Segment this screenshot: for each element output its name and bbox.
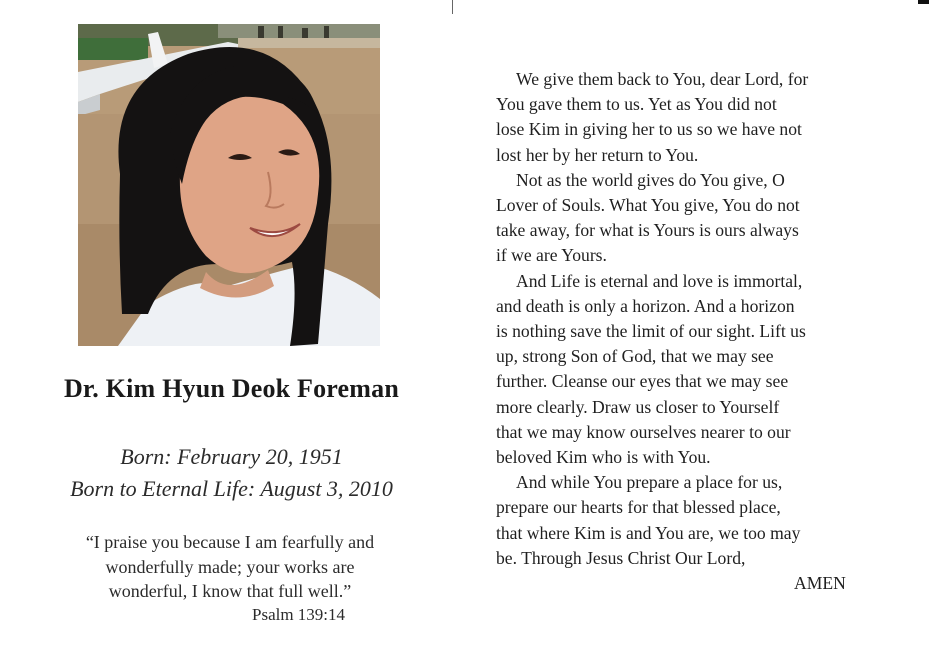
prayer-line: lose Kim in giving her to us so we have not [496, 119, 802, 140]
prayer-line: further. Cleanse our eyes that we may see [496, 371, 789, 392]
person-name: Dr. Kim Hyun Deok Foreman [63, 374, 400, 403]
dates-block [0, 441, 463, 505]
prayer-line: And Life is eternal and love is immortal, [516, 270, 803, 291]
fold-line [452, 0, 453, 14]
prayer-line: Not as the world gives do You give, O [516, 169, 785, 190]
prayer-line: that where Kim is and You are, we too may [496, 522, 801, 543]
prayer-line: And while You prepare a place for us, [516, 472, 783, 493]
quote-line: “I praise you because I am fearfully and [85, 532, 375, 552]
prayer-text [496, 67, 912, 593]
prayer-line: Lover of Souls. What You give, You do not [496, 195, 800, 216]
prayer-line: if we are Yours. [496, 245, 607, 266]
death-date: Born to Eternal Life: August 3, 2010 [70, 476, 393, 501]
scripture-quote [30, 530, 430, 604]
prayer-line: lost her by her return to You. [496, 144, 699, 165]
prayer-line: and death is only a horizon. And a horizon [496, 295, 795, 316]
quote-line: wonderfully made; your works are [105, 556, 355, 577]
quote-line: wonderful, I know that full well.” [108, 581, 352, 601]
prayer-paragraph [496, 470, 912, 571]
amen-text: AMEN [794, 573, 846, 593]
prayer-paragraph [496, 67, 912, 168]
prayer-line: prepare our hearts for that blessed place, [496, 497, 781, 518]
scripture-reference: Psalm 139:14 [252, 605, 346, 624]
prayer-line: is nothing save the limit of our sight. Lift us [496, 321, 806, 342]
prayer-line: be. Through Jesus Christ Our Lord, [496, 547, 746, 568]
portrait-photo [78, 24, 380, 346]
prayer-line: beloved Kim who is with You. [496, 447, 711, 468]
prayer-paragraph [496, 168, 912, 269]
prayer-paragraph [496, 269, 912, 471]
birth-date: Born: February 20, 1951 [120, 444, 343, 469]
prayer-line: We give them back to You, dear Lord, for [516, 69, 809, 89]
prayer-line: up, strong Son of God, that we may see [496, 346, 774, 367]
prayer-line: You gave them to us. Yet as You did not [496, 94, 777, 115]
prayer-line: more clearly. Draw us closer to Yourself [496, 396, 780, 417]
prayer-line: that we may know ourselves nearer to our [496, 421, 791, 442]
prayer-line: take away, for what is Yours is ours always [496, 220, 799, 241]
corner-mark [918, 0, 929, 4]
